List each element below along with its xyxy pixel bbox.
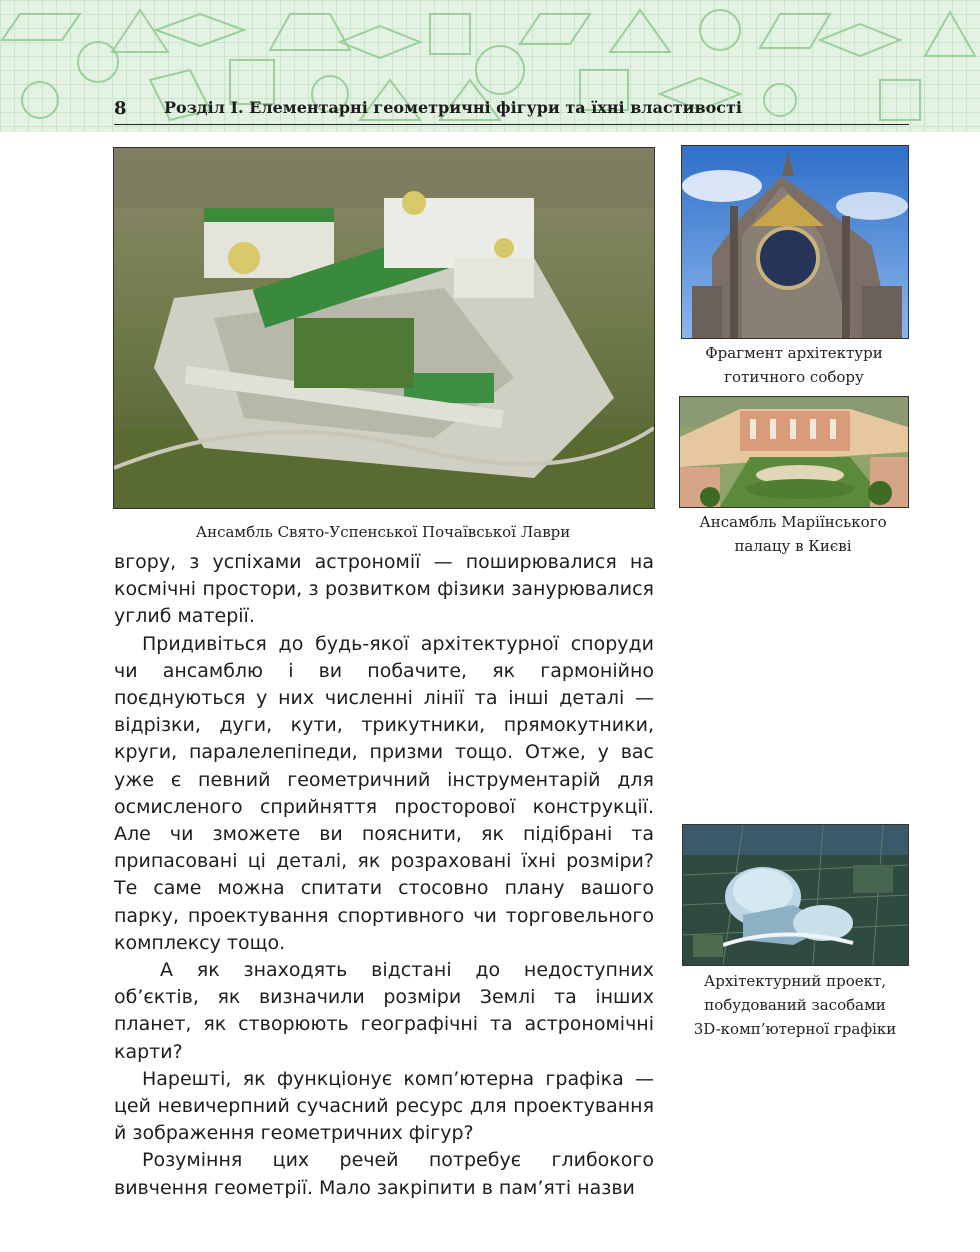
gothic-photo: [681, 145, 909, 339]
palace-photo: [679, 396, 909, 508]
palace-caption-line1: Ансамбль Маріїнського: [699, 513, 887, 531]
palace-image: [680, 397, 908, 507]
project-3d-image: [683, 825, 908, 965]
lavra-caption-text: Ансамбль Свято-Успенської Почаївської Лаври: [195, 523, 571, 541]
palace-caption: [675, 510, 911, 558]
chapter-title: Розділ І. Елементарні геометричні фігури та їхні властивості: [164, 98, 742, 117]
project-3d-caption-line1: Архітектурний проект,: [703, 972, 887, 990]
project-3d-caption-line2: побудований засобами: [704, 996, 886, 1014]
gothic-caption: [681, 341, 907, 389]
gothic-caption-line1: Фрагмент архітектури: [705, 344, 883, 362]
gothic-caption-line2: готичного собору: [724, 368, 864, 386]
gothic-image: [682, 146, 908, 338]
paragraph-4: Нарешті, як функціонує комп’ютерна графіка — цей невичерпний сучасний ресурс для проектування й зображення геометричних фігур?: [114, 1067, 654, 1145]
body-text: [114, 549, 654, 1202]
lavra-caption: [113, 520, 653, 544]
paragraph-3: А як знаходять відстані до недоступних об’єктів, як визначили розміри Землі та інших планет, як створюють географічні та астрономічні карти?: [114, 959, 654, 1063]
project-3d-caption-line3: 3D-комп’ютерної графіки: [693, 1020, 897, 1038]
paragraph-1: вгору, з успіхами астрономії — поширювалися на космічні простори, з розвитком фізики занурювалися углиб матерії.: [114, 551, 654, 628]
project-3d-caption: [676, 969, 914, 1041]
paragraph-2: Придивіться до будь-якої архітектурної споруди чи ансамблю і ви побачите, як гармонійно поєднуються у них численні лінії та інші деталі — відрізки, дуги, кути, трикутники, прямокутники, круги, паралелепіпеди, призми тощо. Отже, у вас уже є певний геометричний інструментарій для осмисленого сприйняття просторової конструкції. Але чи зможете ви пояснити, як підібрані та припасовані ці деталі, як розраховані їхні розміри? Те саме можна спитати стосовно плану вашого парку, проектування спортивного чи торговельного комплексу тощо.: [114, 632, 654, 954]
page-header: [114, 96, 909, 125]
page-number: 8: [114, 98, 127, 119]
lavra-image: [114, 148, 654, 508]
lavra-photo: [113, 147, 655, 509]
paragraph-5: Розуміння цих речей потребує глибокого вивчення геометрії. Мало закріпити в пам’яті назви: [114, 1149, 654, 1199]
project-3d-photo: [682, 824, 909, 966]
palace-caption-line2: палацу в Києві: [734, 537, 852, 555]
